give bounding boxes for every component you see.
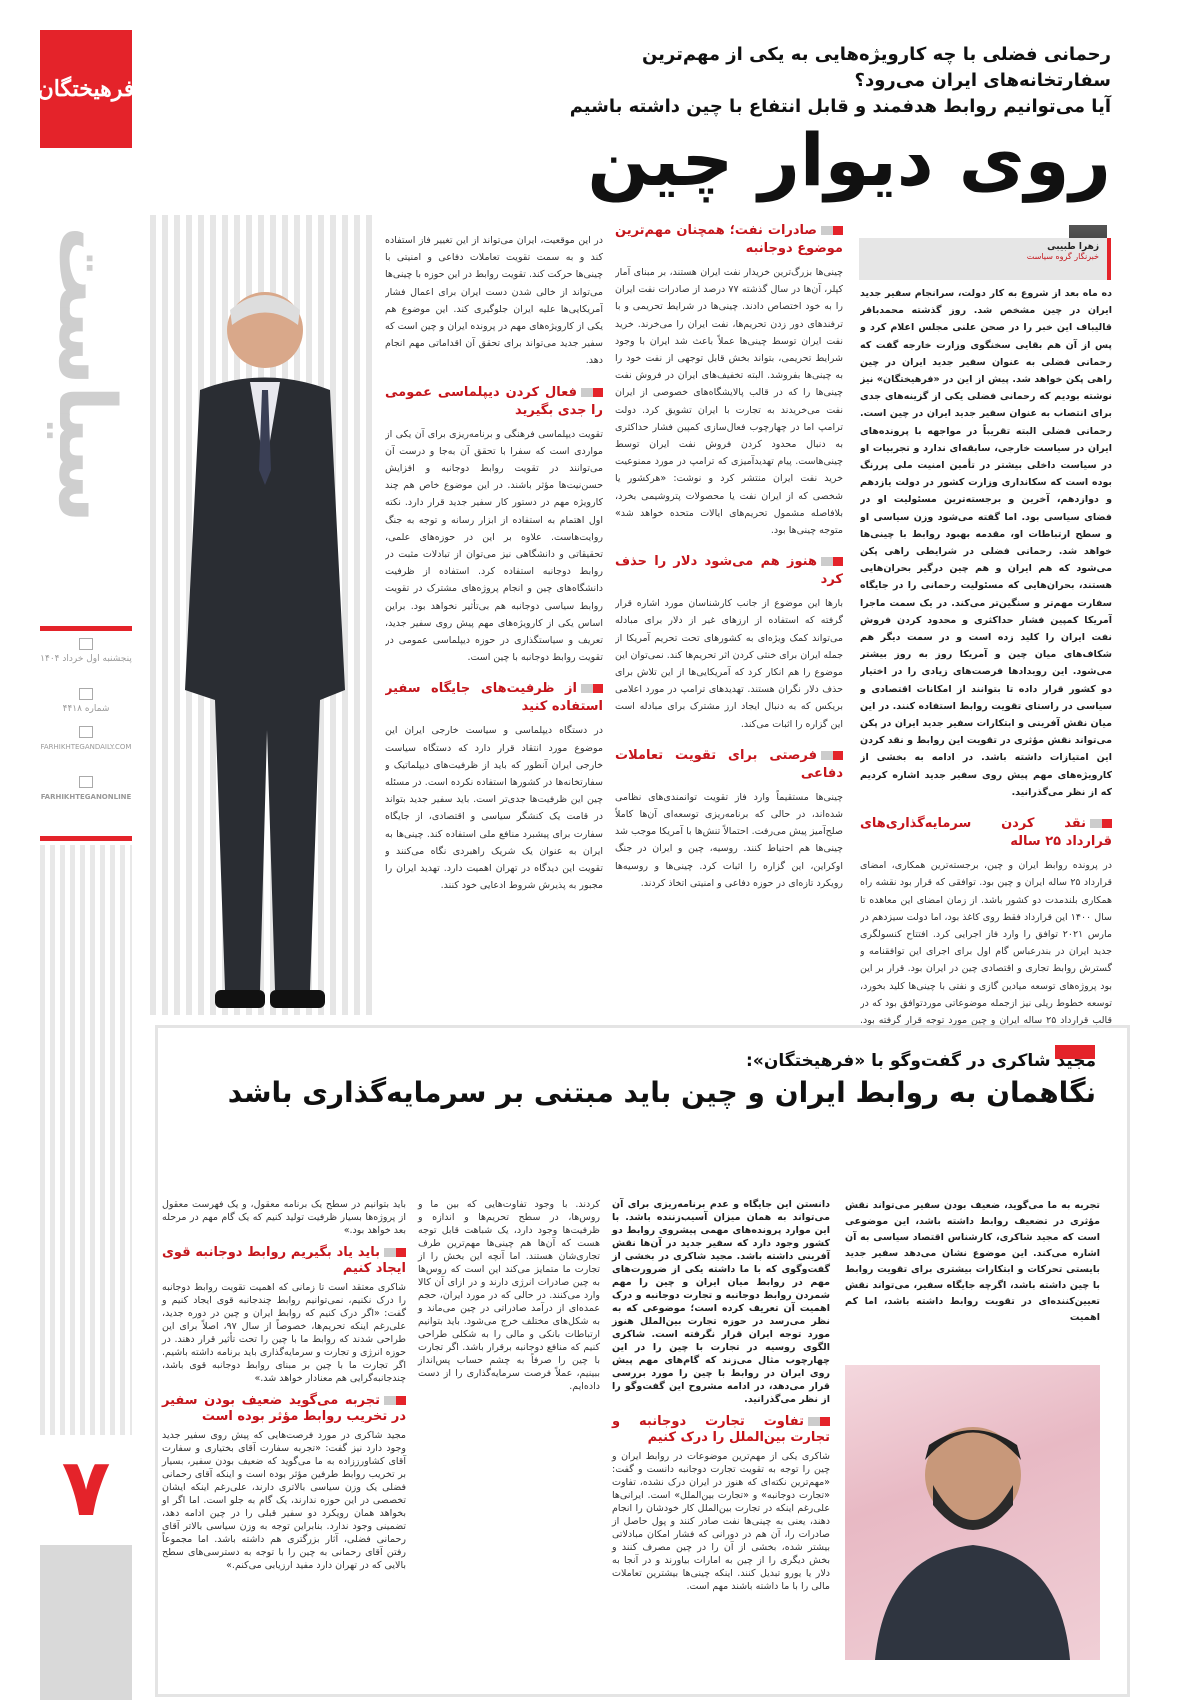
social-icon (79, 776, 93, 788)
interview-column-3 (418, 1198, 600, 1397)
lead-kicker (551, 42, 1111, 120)
subheading (162, 1245, 406, 1277)
kicker-line: آیا می‌توانیم روابط هدفمند و قابل انتفاع با چین داشته باشیم (569, 96, 1111, 117)
paragraph: چینی‌ها مستقیماً وارد فاز تقویت توانمندی‌های نظامی شده‌اند، در حالی که برنامه‌ریزی توسعه‌ای آن‌ها کاملاً صلح‌آمیز پیش می‌رفت. احتمالاً تنش‌ها با آمریکا موجب شد چینی‌ها هم احتیاط کنند. روسیه، چین و ایران در جنگ اوکراین، این گزاره را اثبات کرد. چینی‌ها و روسیه‌ها رویکرد تازه‌ای در حوزه دفاعی و امنیتی اتخاذ کردند. (615, 791, 843, 889)
bullet-mark (384, 1396, 406, 1405)
subheading (615, 222, 843, 258)
newspaper-icon (79, 688, 93, 700)
subheading-text: نقد کردن سرمایه‌گذاری‌های قرارداد ۲۵ ساله (860, 816, 1112, 850)
author-role: خبرنگار گروه سیاست (1026, 252, 1099, 261)
subheading (385, 384, 603, 420)
divider (40, 836, 132, 841)
interview-kicker: مجید شاکری در گفت‌وگو با «فرهیختگان»: (746, 1051, 1096, 1071)
bullet-mark (821, 751, 843, 760)
subheading-text: تفاوت تجارت دوجانبه و تجارت بین‌الملل را درک کنیم (612, 1414, 830, 1445)
section-title (40, 210, 132, 540)
calendar-icon (79, 638, 93, 650)
section-label: سیاست (41, 226, 131, 524)
newspaper-logo: فرهیختگان (40, 30, 132, 148)
decorative-pattern (40, 845, 132, 1435)
subheading-text: صادرات نفت؛ همچنان مهم‌ترین موضوع دوجانبه (615, 223, 843, 256)
lead-column-2 (615, 222, 843, 1022)
paragraph: باید بتوانیم در سطح یک برنامه معقول، و یک فهرست معقول از پروژه‌ها بسیار ظرفیت تولید کنیم که یک گام مهم در مرحله بعد خواهد بود.» (162, 1199, 406, 1236)
interview-column-4 (162, 1198, 406, 1576)
bullet-mark (821, 557, 843, 566)
subheading (615, 553, 843, 589)
paragraph: بارها این موضوع از جانب کارشناسان مورد اشاره قرار گرفته که استفاده از ارزهای غیر از دلار برای مبادله می‌تواند کمک ویژه‌ای به کشورهای تحت تحریم آمریکا از جمله ایران برای خنثی کردن اثر تحریم‌ها کند. نمی‌توان این موضوع را هم انکار کرد که آمریکایی‌ها از این تلاش برای حذف دلار نگران هستند. تهدیدهای ترامپ در مورد اعلامی بریکس که به دنبال ایجاد ارز مشترک برای مبادله است این گزاره را اثبات می‌کند. (615, 598, 843, 730)
subheading-text: فرصتی برای تقویت تعاملات دفاعی (615, 747, 843, 781)
bullet-mark (1090, 819, 1112, 828)
issue-date: پنجشنبه اول خرداد ۱۴۰۴ (40, 654, 132, 664)
issue-block (40, 688, 132, 715)
paragraph: تجربه به ما می‌گوید، ضعیف بودن سفیر می‌تواند نقش مؤثری در تضعیف روابط داشته باشد، این موضوعی است که مجید شاکری، کارشناس اقتصاد سیاسی به آن اشاره می‌کند. این موضوع نشان می‌دهد سفیر جدید بایستی تحرکات و ابتکارات بیشتری برای تقویت روابط با چین داشته باشد، اگرچه جایگاه سفیر، می‌تواند نقش تعیین‌کننده‌ای در تقویت روابط داشته باشد، اما کم اهمیت (845, 1200, 1100, 1323)
page-number: ۷ (61, 1441, 111, 1534)
website-link[interactable]: FARHIKHTEGANDAILY.COM (40, 743, 132, 751)
paragraph: در پرونده روابط ایران و چین، برجسته‌ترین همکاری، امضای قرارداد ۲۵ ساله ایران و چین بود. توافقی که قرار بود نقشه راه همکاری بلندمدت دو کشور باشد. از زمان امضای این معاهده تا سال ۱۴۰۰ این قرارداد فقط روی کاغذ بود، اما دولت سیزدهم در مارس ۲۰۲۱ توافق را وارد فاز اجرایی کرد. افتتاح کنسولگری جدید ایران در بندرعباس گام اول برای اجرای این توافقنامه و گسترش روابط تجاری و اقتصادی چین در ایران بود. قرار بر این بود پروژه‌های توسعه میادین گازی و نفتی با چینی‌ها کلید بخورد، توسعه خطوط ریلی نیز ازجمله موضوعاتی موردتوافق بود که در قالب قرارداد ۲۵ ساله ایران و چین مورد توجه قرار گرفته بود. (860, 860, 1112, 1025)
subheading-text: از ظرفیت‌های جایگاه سفیر استفاده کنید (385, 681, 603, 715)
author-name: زهرا طبیبی (1047, 242, 1099, 252)
paragraph: در این موقعیت، ایران می‌تواند از این تغییر فاز استفاده کند و به سمت تقویت تعاملات دفاعی و امنیتی با چینی‌ها حرکت کند. تقویت روابط در این حوزه با چینی‌ها می‌تواند از خالی شدن دست ایران برای اعمال فشار آمریکایی‌ها علیه ایران جلوگیری کند. این موضوع هم یکی از کارویژه‌های مهم در پرونده ایران و چین است که سفیر جدید می‌تواند برای تحقق آن اقداماتی مهم انجام دهد. (385, 235, 603, 367)
paragraph: در دستگاه دیپلماسی و سیاست خارجی ایران این موضوع مورد انتقاد قرار دارد که دستگاه سیاست خارجی ایران آنطور که باید از ظرفیت‌های دیپلماتیک و سفارتخانه‌ها در کشورها استفاده نکرده است. در مسئله چین این ظرفیت‌ها جدی‌تر است. باید سفیر جدید بتواند در قامت یک کنشگر سیاسی و اقتصادی، از جایگاه سفارت برای پیشبرد منافع ملی استفاده کند. چینی‌ها به ایران به عنوان یک شریک راهبردی نگاه می‌کنند و تقویت این دیدگاه در تهران اهمیت دارد. تهدید ایران را مجبور به پذیرش شروط ادعایی خود کنند. (385, 725, 603, 892)
lead-column-1 (860, 285, 1112, 1025)
subheading-text: باید یاد بگیریم روابط دوجانبه قوی ایجاد کنیم (162, 1245, 406, 1276)
paragraph: ده ماه بعد از شروع به کار دولت، سرانجام سفیر جدید ایران در چین مشخص شد. روز گذشته محمدباقر قالیباف این خبر را در صحن علنی مجلس اعلام کرد و پس از آن هم بقایی سخنگوی وزارت خارجه گفت که رحمانی فضلی به عنوان سفیر جدید ایران در چین راهی پکن خواهد شد. پیش از این در «فرهیختگان» نیز نوشته بودیم که رحمانی فضلی یکی از گزینه‌های جدی برای انتصاب به عنوان سفیر جدید ایران در چین است. رحمانی فضلی البته تقریباً در مواجهه با پرونده‌های ایران در سیاست خارجی، سابقه‌ای ندارد و تجربیات او در سیاست داخلی بیشتر در تأمین امنیت ملی پررنگ بوده است که سکانداری وزارت کشور در دولت یازدهم و دوازدهم، آخرین و برجسته‌ترین مسئولیت او در فضای سیاسی بود. اما گفته می‌شود وزن سیاسی او و سطح ارتباطات او، مقدمه بهبود روابط با چینی‌ها خواهد شد. رحمانی فضلی در شرایطی راهی پکن می‌شود که هم ایران و هم چین درگیر بحران‌هایی هستند، بحران‌هایی که مسئولیت رحمانی را در جایگاه سفارت مهم‌تر و سنگین‌تر می‌کند. در یک سمت ماجرا آمریکا کمپین فشار حداکثری و محدود کردن فروش نفت ایران را کلید زده است و در سمت دیگر هم شکاف‌های میان چین و آمریکا روز به روز بیشتر می‌شود. این رویدادها فرصت‌های زیادی را در اختیار دو کشور قرار داده تا بتوانند از امکانات اقتصادی و سیاسی در راستای تقویت روابط استفاده کنند. در این میان نقش آفرینی و ابتکارات سفیر جدید ایران در پکن می‌تواند نقش مؤثری در تقویت این روابط و نقد کردن این امتیازات داشته باشد. در ادامه به بخشی از کارویژه‌های مهم پیش روی سفیر جدید اشاره کردیم که از نظر می‌گذرانید. (860, 288, 1112, 798)
social-block (40, 776, 132, 803)
footer-block (40, 1545, 132, 1700)
subheading (385, 680, 603, 716)
interviewee-photo (845, 1365, 1100, 1660)
bullet-mark (384, 1248, 406, 1257)
interview-column-2 (612, 1198, 830, 1597)
interview-column-1 (845, 1198, 1100, 1330)
subheading-text: تجربه می‌گوید ضعیف بودن سفیر در تخریب روابط مؤثر بوده است (162, 1393, 406, 1424)
author-byline (859, 238, 1111, 280)
issue-number: شماره ۴۴۱۸ (62, 704, 110, 714)
subheading-text: هنوز هم می‌شود دلار را حذف کرد (615, 554, 843, 588)
paragraph: چینی‌ها بزرگ‌ترین خریدار نفت ایران هستند، بر مبنای آمار کپلر، آن‌ها در سال گذشته ۷۷ درصد از صادرات نفت ایران را به خود اختصاص دادند. چینی‌ها در شرایط تحریمی و با ترفندهای دور زدن تحریم‌ها، نفت ایران را می‌خرند. خرید نفت ایران توسط چینی‌ها عملاً باعث شد ایران با وجود شرایط تحریمی، بتواند بخش قابل توجهی از نفت خود را به چینی‌ها بفروشد. البته تخفیف‌های ایران در فروش نفت چینی‌ها را که در قالب پالایشگاه‌های خصوصی از ایران نفت می‌خریدند به تجارت با ایران تشویق کرد. دولت ترامپ اما در چهارچوب فعال‌سازی کمپین فشار حداکثری به دنبال محدود کردن فروش نفت ایران توسط چینی‌هاست. پیام تهدیدآمیزی که ترامپ در مورد ممنوعیت خرید نفت ایران منتشر کرد و نوشت: «هرکشور یا شخصی که از ایران نفت یا محصولات پتروشیمی بخرد، بلافاصله مشمول تحریم‌های ایالات متحده خواهد شد» متوجه چینی‌ها بود. (615, 267, 843, 537)
paragraph: شاکری یکی از مهم‌ترین موضوعات در روابط ایران و چین را توجه به تقویت تجارت دوجانبه دانست و گفت: «مهم‌ترین نکته‌ای که هنوز در ایران درک نشده، تفاوت «تجارت دوجانبه» و «تجارت بین‌الملل» است. ایرانی‌ها علی‌رغم اینکه در تجارت بین‌الملل کار خودشان را انجام دهند، یعنی به چینی‌ها نفت صادر کنند و پول حاصل از صادرات را، آن هم در دورانی که فشار امکان مبادلاتی بیشتر شده، بخشی از آن را در چین مصرف کنند و بخش دیگری را از چین به امارات بیاورند و در آنجا به دلار یا یورو تبدیل کنند. اینکه چینی‌ها بیشترین تعاملات مالی را با ما داشته باشند مهم است. (612, 1451, 830, 1592)
lead-headline: روی دیوار چین (587, 118, 1111, 202)
kicker-line: رحمانی فضلی با چه کارویژه‌هایی به یکی از مهم‌ترین سفارتخانه‌های ایران می‌رود؟ (641, 44, 1111, 91)
lead-column-3 (385, 232, 603, 1022)
bullet-mark (821, 226, 843, 235)
ambassador-photo (170, 270, 360, 1020)
bullet-mark (808, 1417, 830, 1426)
subheading (615, 747, 843, 783)
website-block (40, 726, 132, 753)
subheading (162, 1393, 406, 1425)
date-block (40, 638, 132, 665)
browser-icon (79, 726, 93, 738)
paragraph: دانستن این جایگاه و عدم برنامه‌ریزی برای آن می‌تواند به همان میزان آسیب‌زننده باشد. با این موارد پرونده‌های مهمی پیشروی روابط دو کشور وجود دارد که سفیر جدید در آن‌ها نقش آفرینی داشته باشد. مجید شاکری در بخشی از گفت‌وگوی که با ما داشته یکی از ضرورت‌های مهم در روابط میان ایران و چین را مهم شمردن روابط دوجانبه و تجارت دوجانبه و درک اهمیت آن تعریف کرده است؛ موضوعی که به نظر می‌رسد در حوزه تجارت بین‌الملل هنوز مورد توجه ایران قرار نگرفته است. شاکری الگوی روسیه در تجارت با چین را در این چهارچوب مثال می‌زند که گام‌های مهم پیش روی ایران در روابط با چین را مورد بررسی قرار می‌دهد، در ادامه مشروح این گفت‌وگو را از نظر می‌گذرانید. (612, 1199, 830, 1405)
paragraph: شاکری معتقد است تا زمانی که اهمیت تقویت روابط دوجانبه را درک نکنیم، نمی‌توانیم روابط چندجانبه قوی ایجاد کنیم و گفت: «اگر درک کنیم که روابط ایران و چین در دوره جدید، علی‌رغم اینکه تحریم‌ها، خصوصاً از سال ۹۷، اصلاً برای این طراحی شدند که روابط ما با چین را تحت تأثیر قرار دهند. در حوزه انرژی و تجارت و سرمایه‌گذاری باید برنامه داشته باشیم. اگر تجارت ما با چین بر مبنای روابط دوجانبه قوی باشد، چندجانبه‌گرایی هم معنادار خواهد شد.» (162, 1282, 406, 1384)
social-handle[interactable]: FARHIKHTEGANONLINE (40, 793, 132, 801)
bullet-mark (581, 388, 603, 397)
subheading (860, 815, 1112, 851)
interview-headline: نگاهمان به روابط ایران و چین باید مبتنی بر سرمایه‌گذاری باشد (227, 1076, 1096, 1109)
subheading-text: فعال کردن دیپلماسی عمومی را جدی بگیرید (385, 384, 603, 418)
paragraph: تقویت دیپلماسی فرهنگی و برنامه‌ریزی برای آن یکی از مواردی است که سفرا با تحقق آن به‌جا و درست آن می‌توانند در تقویت روابط دوجانبه و افزایش حسن‌نیت‌ها مؤثر باشند. در این موضوع خاص هم چند کارویژه مهم در دستور کار سفیر جدید قرار دارد. نکته اول اهتمام به استفاده از ابزار رسانه و توجه به جنگ روایت‌هاست. علاوه بر این در حوزه‌های علمی، تحقیقاتی و دانشگاهی نیز می‌توان از تبادلات مثبت در روابط دوجانبه استفاده کرد. استفاده از ظرفیت دانشگاه‌های چین و انجام پروژه‌های مشترک در تقویت روابط سیاسی دوجانبه هم بی‌تأثیر نخواهد بود. براین اساس یکی از کارویژه‌های مهم پیش روی سفیر جدید، تعریف و سیاستگذاری در حوزه دیپلماسی عمومی در تقویت روابط دوجانبه با چین است. (385, 428, 603, 664)
subheading (612, 1414, 830, 1446)
paragraph: مجید شاکری در مورد فرصت‌هایی که پیش روی سفیر جدید وجود دارد نیز گفت: «تجربه سفارت آقای بختیاری و سفارت آقای کشاورززاده به ما می‌گوید که ضعیف بودن سفیر، بسیار بر تخریب روابط طرفین مؤثر بوده است و اینکه آقای رحمانی فضلی یک وزن سیاسی بالاتری دارند، علی‌رغم اینکه ایشان تخصصی در این حوزه ندارند، یک گام به جلو است. اما اگر او بخواهد همان رویکرد دو سفیر قبلی را در چین ادامه دهد، تضمینی وجود ندارد. بنابراین توجه به وزن سیاسی بالاتر آقای رحمانی فضلی، آثار بزرگتری هم داشته باشد. اما مجموعاً رفتن آقای رحمانی به چین را با توجه به دسترسی‌های سطح بالایی که در تهران دارد مفید ارزیابی می‌کنم.» (162, 1430, 406, 1571)
paragraph: کردند. با وجود تفاوت‌هایی که بین ما و روس‌ها، در سطح تحریم‌ها و اندازه و ظرفیت‌ها وجود دارد، یک شباهت قابل توجه هست که آن‌ها هم چینی‌ها مهم‌ترین طرف تجاری‌شان هستند. اما آنچه این بخش را از تجارت ما متمایز می‌کند این است که روس‌ها به چین صادرات انرژی دارند و در ازای آن کالا وارد می‌کنند. در حالی که در مورد ایران، حجم عمده‌ای از درآمد صادراتی در چین می‌ماند و به شکل‌های مختلف خرج می‌شود. باید بتوانیم ارتباطات بانکی و مالی را به شکلی طراحی کنیم که منافع دوجانبه برقرار باشد. اگر تجارت با چین را صرفاً به چشم حساب پس‌انداز ببینیم، عملاً فرصت سرمایه‌گذاری را از دست داده‌ایم. (418, 1199, 600, 1392)
divider (40, 626, 132, 631)
bullet-mark (581, 684, 603, 693)
